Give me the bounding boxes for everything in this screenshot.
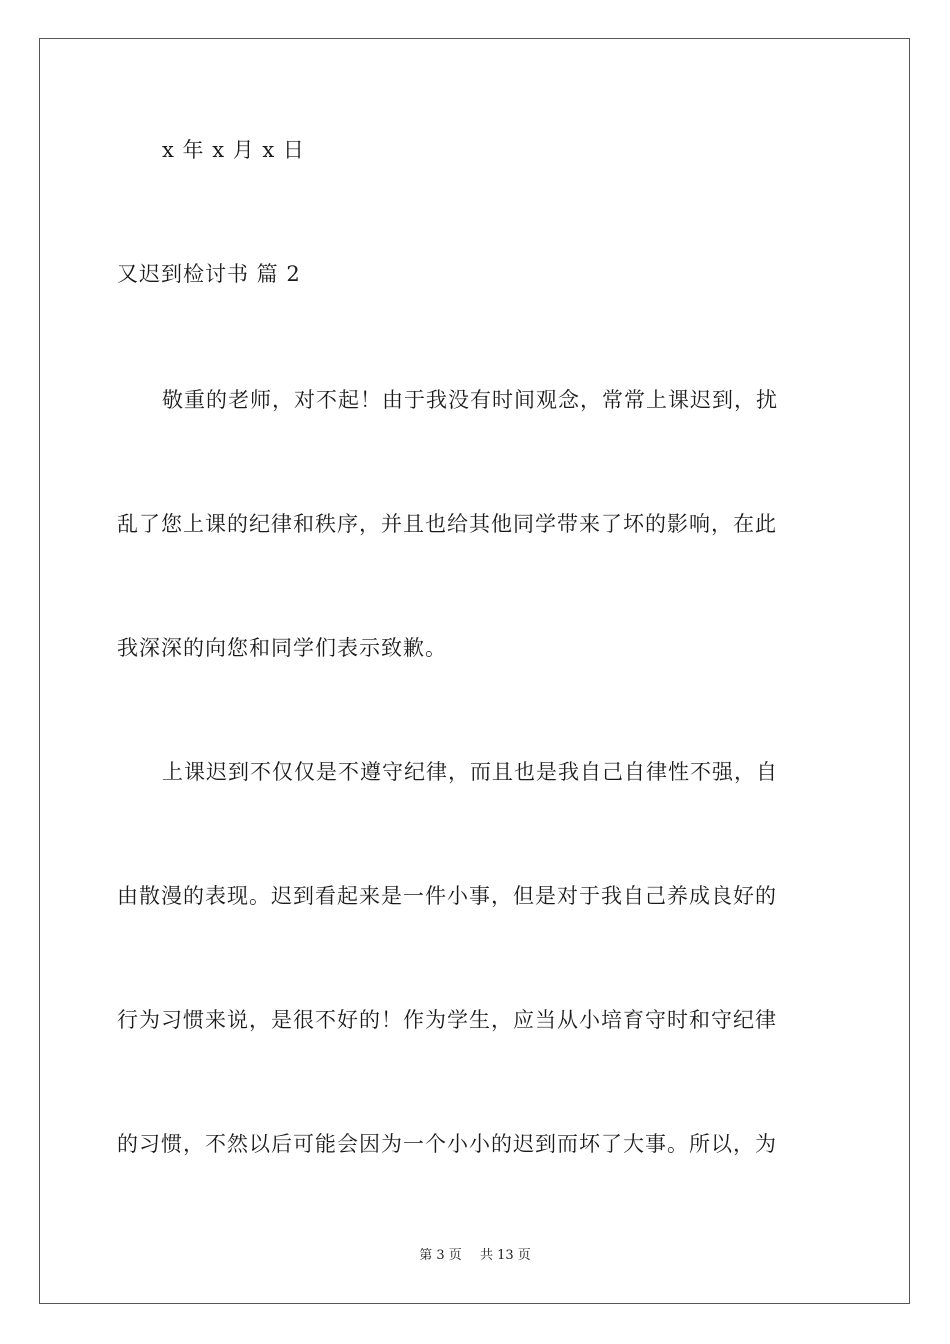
page-number: 第 3 页	[419, 1248, 462, 1263]
page-footer	[0, 1247, 950, 1265]
paragraph-line: 行为习惯来说，是很不好的！作为学生，应当从小培育守时和守纪律	[117, 1008, 777, 1032]
paragraph-line: 的习惯，不然以后可能会因为一个小小的迟到而坏了大事。所以，为	[117, 1132, 777, 1156]
paragraph-line: 由散漫的表现。迟到看起来是一件小事，但是对于我自己养成良好的	[117, 884, 777, 908]
paragraph-line: 乱了您上课的纪律和秩序，并且也给其他同学带来了坏的影响，在此	[117, 512, 777, 536]
section-title: 又迟到检讨书 篇 2	[117, 262, 301, 286]
paragraph-line: 我深深的向您和同学们表示致歉。	[117, 636, 447, 660]
page-frame	[39, 38, 910, 1304]
date-line: x 年 x 月 x 日	[162, 138, 305, 162]
paragraph-line: 敬重的老师，对不起！由于我没有时间观念，常常上课迟到，扰	[162, 388, 778, 412]
paragraph-line: 上课迟到不仅仅是不遵守纪律，而且也是我自己自律性不强，自	[162, 760, 778, 784]
total-pages: 共 13 页	[479, 1248, 531, 1263]
